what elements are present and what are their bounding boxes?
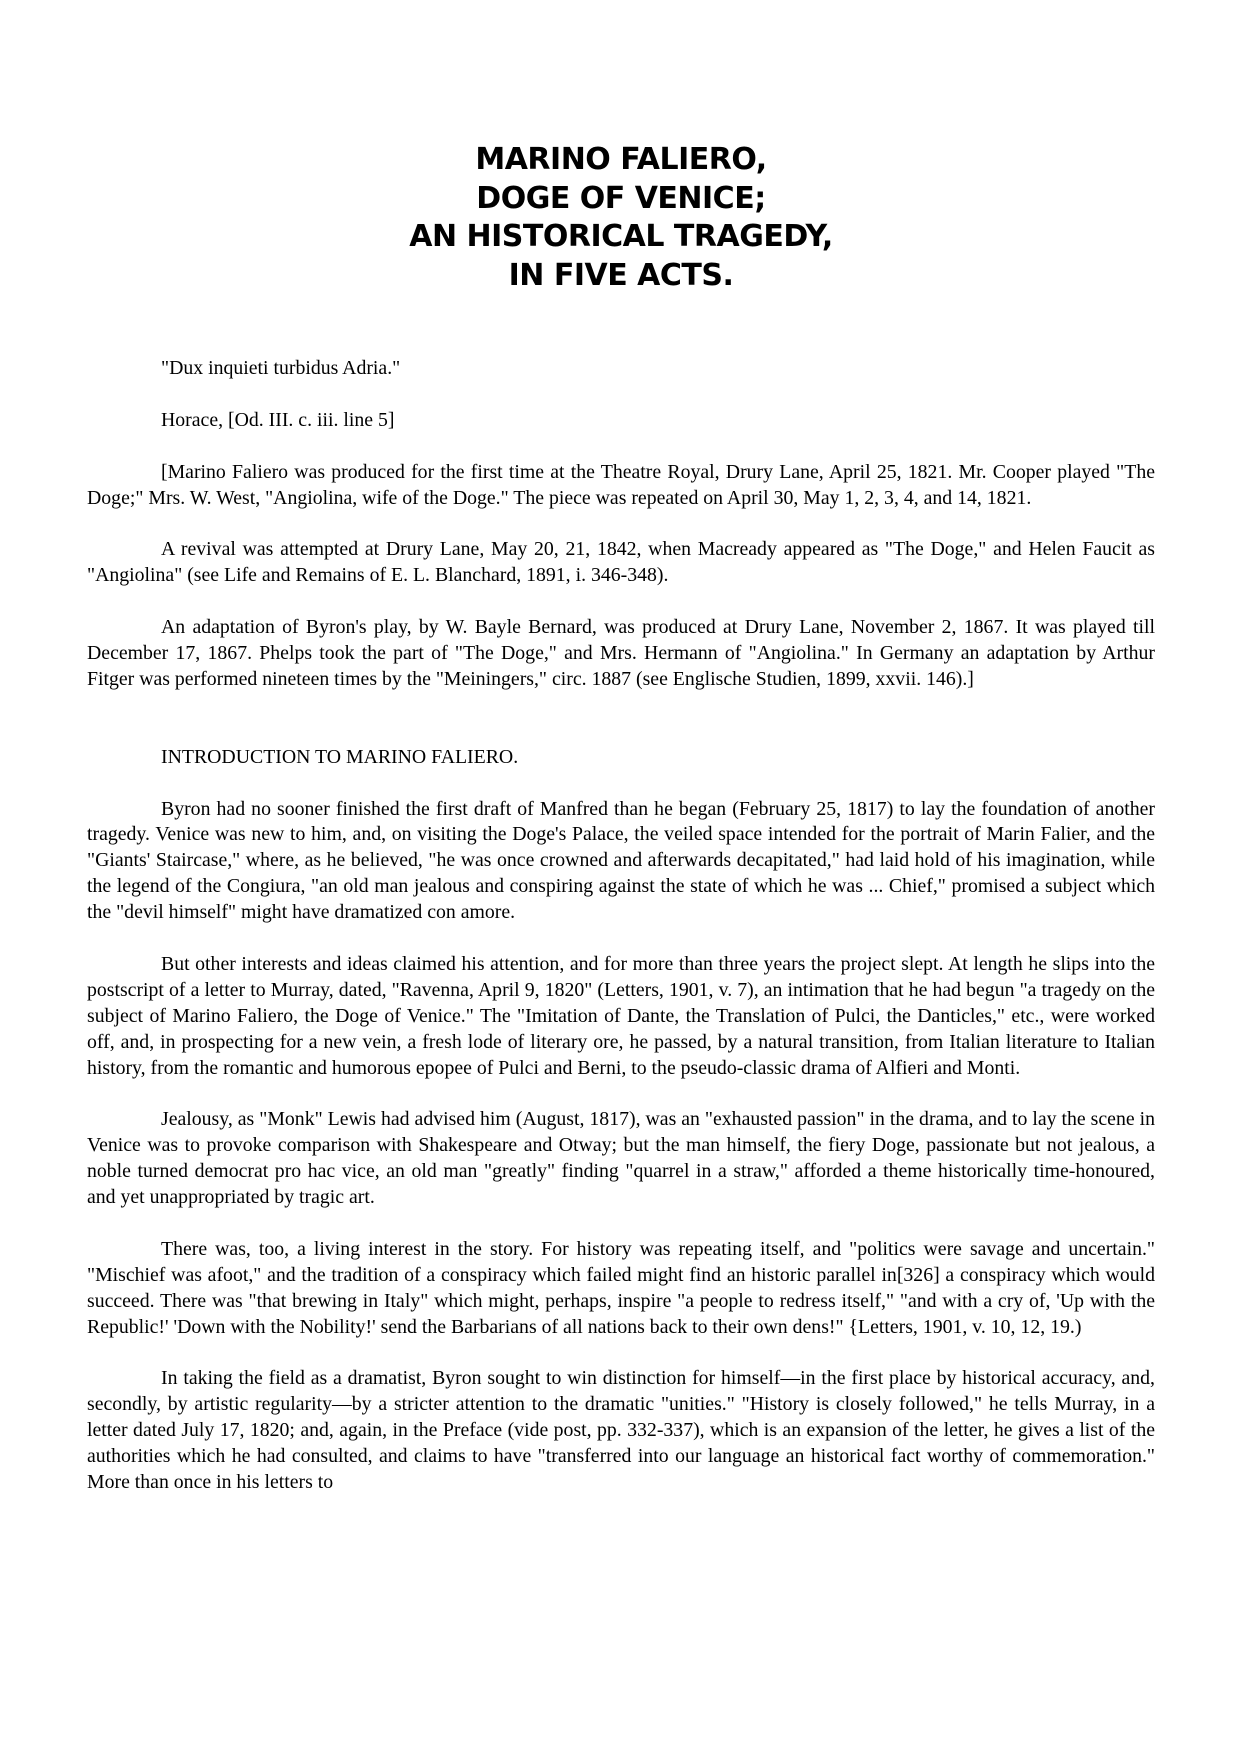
introduction-paragraph: But other interests and ideas claimed his attention, and for more than three years the project slept. At length he slips into the postscript of a letter to Murray, dated, "Ravenna, April 9, 1820" (Letters, 1901, v. 7), an intimation that he had begun "a tragedy on the subject of Marino Faliero, the Doge of Venice." The "Imitation of Dante, the Translation of Pulci, the Danticles," etc., were worked off, and, in prospecting for a new vein, a fresh lode of literary ore, he passed, by a natural transition, from Italian literature to Italian history, from the romantic and humorous epopee of Pulci and Berni, to the pseudo-classic drama of Alfieri and Monti. — [87, 952, 1155, 1079]
document-page — [87, 0, 1155, 1755]
title-line: IN FIVE ACTS. — [508, 257, 734, 293]
epigraph-quote: "Dux inquieti turbidus Adria." — [161, 357, 401, 379]
production-note: [Marino Faliero was produced for the first time at the Theatre Royal, Drury Lane, April 25, 1821. Mr. Cooper played "The Doge;" Mrs. W. West, "Angiolina, wife of the Doge." The piece was repeated on April 30, May 1, 2, 3, 4, and 14, 1821. — [87, 460, 1155, 509]
introduction-heading: INTRODUCTION TO MARINO FALIERO. — [161, 745, 519, 768]
introduction-paragraph: In taking the field as a dramatist, Byron sought to win distinction for himself—in the first place by historical accuracy, and, secondly, by artistic regularity—by a stricter attention to the dramatic "unities." "History is closely followed," he tells Murray, in a letter dated July 17, 1820; and, again, in the Preface (vide post, pp. 332-337), which is an expansion of the letter, he gives a list of the authorities which he had consulted, and claims to have "transferred into our language an historical fact worthy of commemoration." More than once in his letters to — [87, 1367, 1155, 1494]
document-body — [87, 356, 1155, 1522]
title-line: DOGE OF VENICE; — [476, 180, 766, 216]
production-note: A revival was attempted at Drury Lane, May 20, 21, 1842, when Macready appeared as "The Doge," and Helen Faucit as "Angiolina" (see Life and Remains of E. L. Blanchard, 1891, i. 346-348). — [87, 538, 1155, 587]
title-line: MARINO FALIERO, — [475, 142, 767, 177]
introduction-paragraph: Byron had no sooner finished the first draft of Manfred than he began (February 25, 1817) to lay the foundation of another tragedy. Venice was new to him, and, on visiting the Doge's Palace, the veiled space intended for the portrait of Marin Falier, and the "Giants' Staircase," where, as he believed, "he was once crowned and afterwards decapitated," had laid hold of his imagination, while the legend of the Congiura, "an old man jealous and conspiring against the state of which he was ... Chief," promised a subject which the "devil himself" might have dramatized con amore. — [87, 797, 1155, 924]
title-line: AN HISTORICAL TRAGEDY, — [409, 219, 833, 254]
introduction-paragraph: Jealousy, as "Monk" Lewis had advised him (August, 1817), was an "exhausted passion" in the drama, and to lay the scene in Venice was to provoke comparison with Shakespeare and Otway; but the man himself, the fiery Doge, passionate but not jealous, a noble turned democrat pro hac vice, an old man "greatly" finding "quarrel in a straw," afforded a theme historically time-honoured, and yet unappropriated by tragic art. — [87, 1108, 1155, 1209]
epigraph-source: Horace, [Od. III. c. iii. line 5] — [161, 408, 395, 431]
document-title — [87, 141, 1155, 295]
production-note: An adaptation of Byron's play, by W. Bayle Bernard, was produced at Drury Lane, November 2, 1867. It was played till December 17, 1867. Phelps took the part of "The Doge," and Mrs. Hermann of "Angiolina." In Germany an adaptation by Arthur Fitger was performed nineteen times by the "Meiningers," circ. 1887 (see Englische Studien, 1899, xxvii. 146).] — [87, 616, 1155, 690]
introduction-paragraph: There was, too, a living interest in the story. For history was repeating itself, and "politics were savage and uncertain." "Mischief was afoot," and the tradition of a conspiracy which failed might find an historic parallel in[326] a conspiracy which would succeed. There was "that brewing in Italy" which might, perhaps, inspire "a people to redress itself," "and with a cry of, 'Up with the Republic!' 'Down with the Nobility!' send the Barbarians of all nations back to their own dens!" {Letters, 1901, v. 10, 12, 19.) — [87, 1237, 1155, 1338]
